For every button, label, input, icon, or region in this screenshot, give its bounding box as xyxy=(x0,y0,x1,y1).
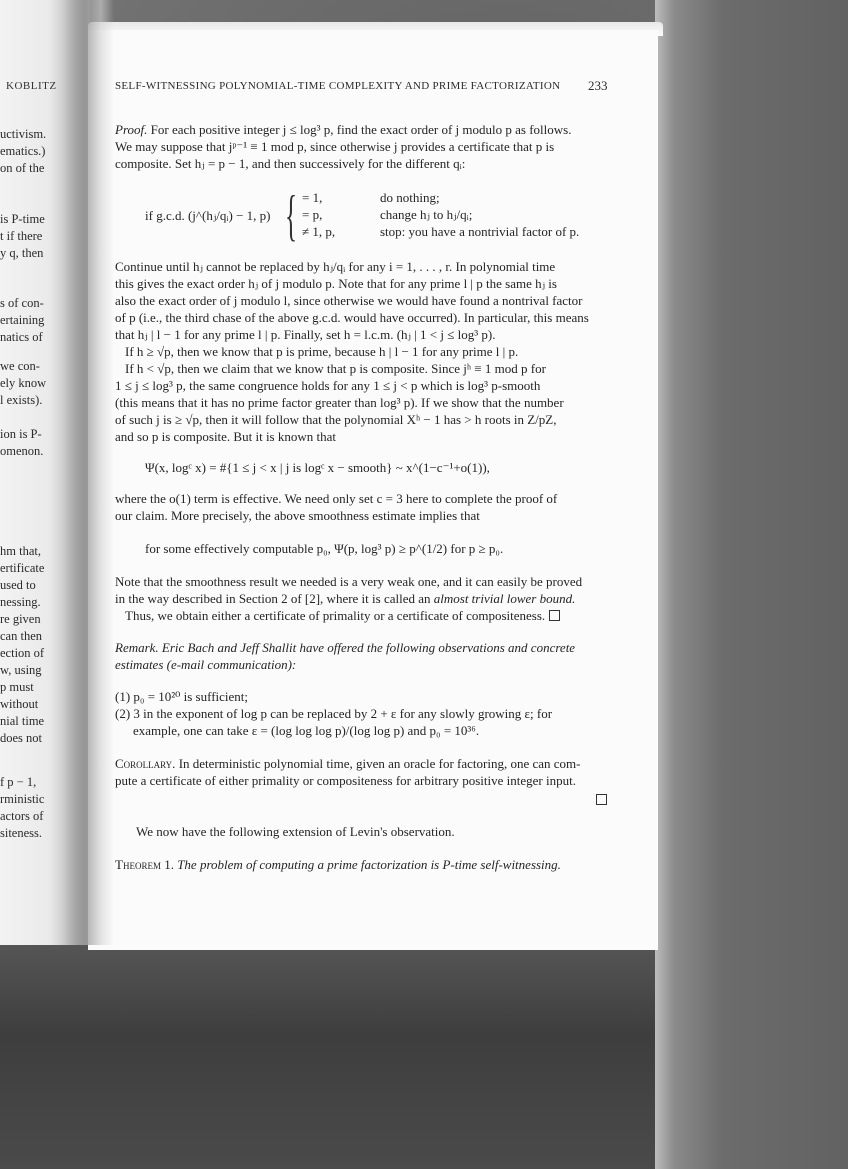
left-page-line: nessing. xyxy=(0,595,41,609)
cases-condition: if g.c.d. (j^(hⱼ/qᵢ) − 1, p) xyxy=(145,208,271,223)
left-page-line: rministic xyxy=(0,792,45,806)
text-span: in the way described in Section 2 of [2], where it is called an xyxy=(115,591,434,606)
book-spine-shadow xyxy=(62,0,114,945)
case-action: stop: you have a nontrivial factor of p. xyxy=(380,224,580,239)
left-page-line: without xyxy=(0,697,39,711)
text-line: that hⱼ | l − 1 for any prime l | p. Finally, set h = l.c.m. (hⱼ | 1 < j ≤ log³ p). xyxy=(115,327,496,342)
left-page-line: p must xyxy=(0,680,34,694)
text-line: of p (i.e., the third chase of the above g.c.d. would have occurred). In particular, this means xyxy=(115,310,589,325)
text-line: 1 ≤ j ≤ log³ p, the same congruence holds for any 1 ≤ j < p which is log³ p-smooth xyxy=(115,378,541,393)
text-line: pute a certificate of either primality or compositeness for arbitrary positive integer input. xyxy=(115,773,576,788)
text-line: We may suppose that jᵖ⁻¹ ≡ 1 mod p, since otherwise j provides a certificate that p is xyxy=(115,139,555,154)
text-line: (this means that it has no prime factor greater than log³ p). If we show that the number xyxy=(115,395,564,410)
list-item: (1) p₀ = 10²⁰ is sufficient; xyxy=(115,689,249,704)
left-page-line: siteness. xyxy=(0,826,43,840)
text-span: Thus, we obtain either a certificate of primality or a certificate of compositeness. xyxy=(125,608,546,623)
text-line: this gives the exact order hⱼ of j modulo p. Note that for any prime l | p the same hⱼ is xyxy=(115,276,557,291)
theorem-line xyxy=(115,857,610,874)
italic-phrase: almost trivial lower bound. xyxy=(433,591,576,606)
text-line: our claim. More precisely, the above smoothness estimate implies that xyxy=(115,508,480,523)
left-page-line: t if there xyxy=(0,229,43,243)
text-span: For each positive integer j ≤ log³ p, find the exact order of j modulo p as follows. xyxy=(150,122,572,137)
left-page-line: ion is P- xyxy=(0,427,42,441)
corollary-line xyxy=(115,756,610,773)
left-page-line: hm that, xyxy=(0,544,41,558)
left-page-line: actors of xyxy=(0,809,44,823)
text-line: If h < √p, then we claim that we know that p is composite. Since jʰ ≡ 1 mod p for xyxy=(125,361,546,376)
left-page-line: l exists). xyxy=(0,393,43,407)
left-page-line: omenon. xyxy=(0,444,44,458)
left-page-line: s of con- xyxy=(0,296,44,310)
text-line: Note that the smoothness result we needed is a very weak one, and it can easily be proved xyxy=(115,574,583,589)
qed-square-icon xyxy=(549,610,560,621)
left-page-line: uctivism. xyxy=(0,127,47,141)
page-number: 233 xyxy=(588,78,608,93)
left-page-line: nial time xyxy=(0,714,45,728)
remark-line: estimates (e-mail communication): xyxy=(115,657,297,672)
running-head: SELF-WITNESSING POLYNOMIAL-TIME COMPLEXITY AND PRIME FACTORIZATION xyxy=(115,80,561,92)
left-page-line: can then xyxy=(0,629,42,643)
equation-psi: Ψ(x, logᶜ x) = #{1 ≤ j < x | j is logᶜ x − smooth} ~ x^(1−c⁻¹+o(1)), xyxy=(145,460,490,475)
left-page-line: used to xyxy=(0,578,36,592)
left-page-line: ection of xyxy=(0,646,45,660)
case-relation: ≠ 1, p, xyxy=(302,224,336,239)
proof-label: Proof. xyxy=(115,122,148,137)
theorem-text: The problem of computing a prime factorization is P-time self-witnessing. xyxy=(173,857,561,872)
left-page-line: y q, then xyxy=(0,246,44,260)
list-item: (2) 3 in the exponent of log p can be replaced by 2 + ε for any slowly growing ε; for xyxy=(115,706,553,721)
cases-brace: { xyxy=(285,185,298,247)
text-line: and so p is composite. But it is known that xyxy=(115,429,336,444)
left-page-line: w, using xyxy=(0,663,42,677)
text-line xyxy=(115,591,610,608)
text-line: of such j is ≥ √p, then it will follow that the polynomial Xʰ − 1 has > h roots in Z/pZ, xyxy=(115,412,557,427)
left-page-line: ertificate xyxy=(0,561,45,575)
case-relation: = 1, xyxy=(302,190,323,205)
equation-smoothness: for some effectively computable p₀, Ψ(p, log³ p) ≥ p^(1/2) for p ≥ p₀. xyxy=(145,541,504,556)
qed-square-icon xyxy=(596,791,607,809)
theorem-label: Theorem 1. xyxy=(115,857,174,872)
text-line: If h ≥ √p, then we know that p is prime, because h | l − 1 for any prime l | p. xyxy=(125,344,519,359)
case-relation: = p, xyxy=(302,207,323,222)
left-page-line: on of the xyxy=(0,161,45,175)
left-page-line: f p − 1, xyxy=(0,775,37,789)
left-page-line: we con- xyxy=(0,359,40,373)
page-edge-shadow xyxy=(655,0,848,1169)
text-line: where the o(1) term is effective. We need only set c = 3 here to complete the proof of xyxy=(115,491,558,506)
left-running-head: KOBLITZ xyxy=(6,80,57,92)
text-line xyxy=(125,608,620,625)
left-page-line: ematics.) xyxy=(0,144,46,158)
text-line: We now have the following extension of Levin's observation. xyxy=(136,824,455,839)
left-page-line: re given xyxy=(0,612,41,626)
left-page-line: is P-time xyxy=(0,212,45,226)
text-line: also the exact order of j modulo l, since otherwise we would have found a nontrival factor xyxy=(115,293,583,308)
list-item-continuation: example, one can take ε = (log log log p)/(log log p) and p₀ = 10³⁶. xyxy=(133,723,480,738)
case-action: do nothing; xyxy=(380,190,440,205)
text-line: composite. Set hⱼ = p − 1, and then successively for the different qᵢ: xyxy=(115,156,466,171)
text-span: In deterministic polynomial time, given an oracle for factoring, one can com- xyxy=(175,756,581,771)
corollary-label: Corollary. xyxy=(115,756,176,771)
left-page-line: natics of xyxy=(0,330,43,344)
proof-paragraph-line xyxy=(115,122,610,139)
text-line: Continue until hⱼ cannot be replaced by hⱼ/qᵢ for any i = 1, . . . , r. In polynomial time xyxy=(115,259,556,274)
case-action: change hⱼ to hⱼ/qᵢ; xyxy=(380,207,473,222)
left-page-line: ely know xyxy=(0,376,47,390)
left-page-line: does not xyxy=(0,731,43,745)
left-page-line: ertaining xyxy=(0,313,45,327)
remark-line: Remark. Eric Bach and Jeff Shallit have offered the following observations and concrete xyxy=(115,640,576,655)
